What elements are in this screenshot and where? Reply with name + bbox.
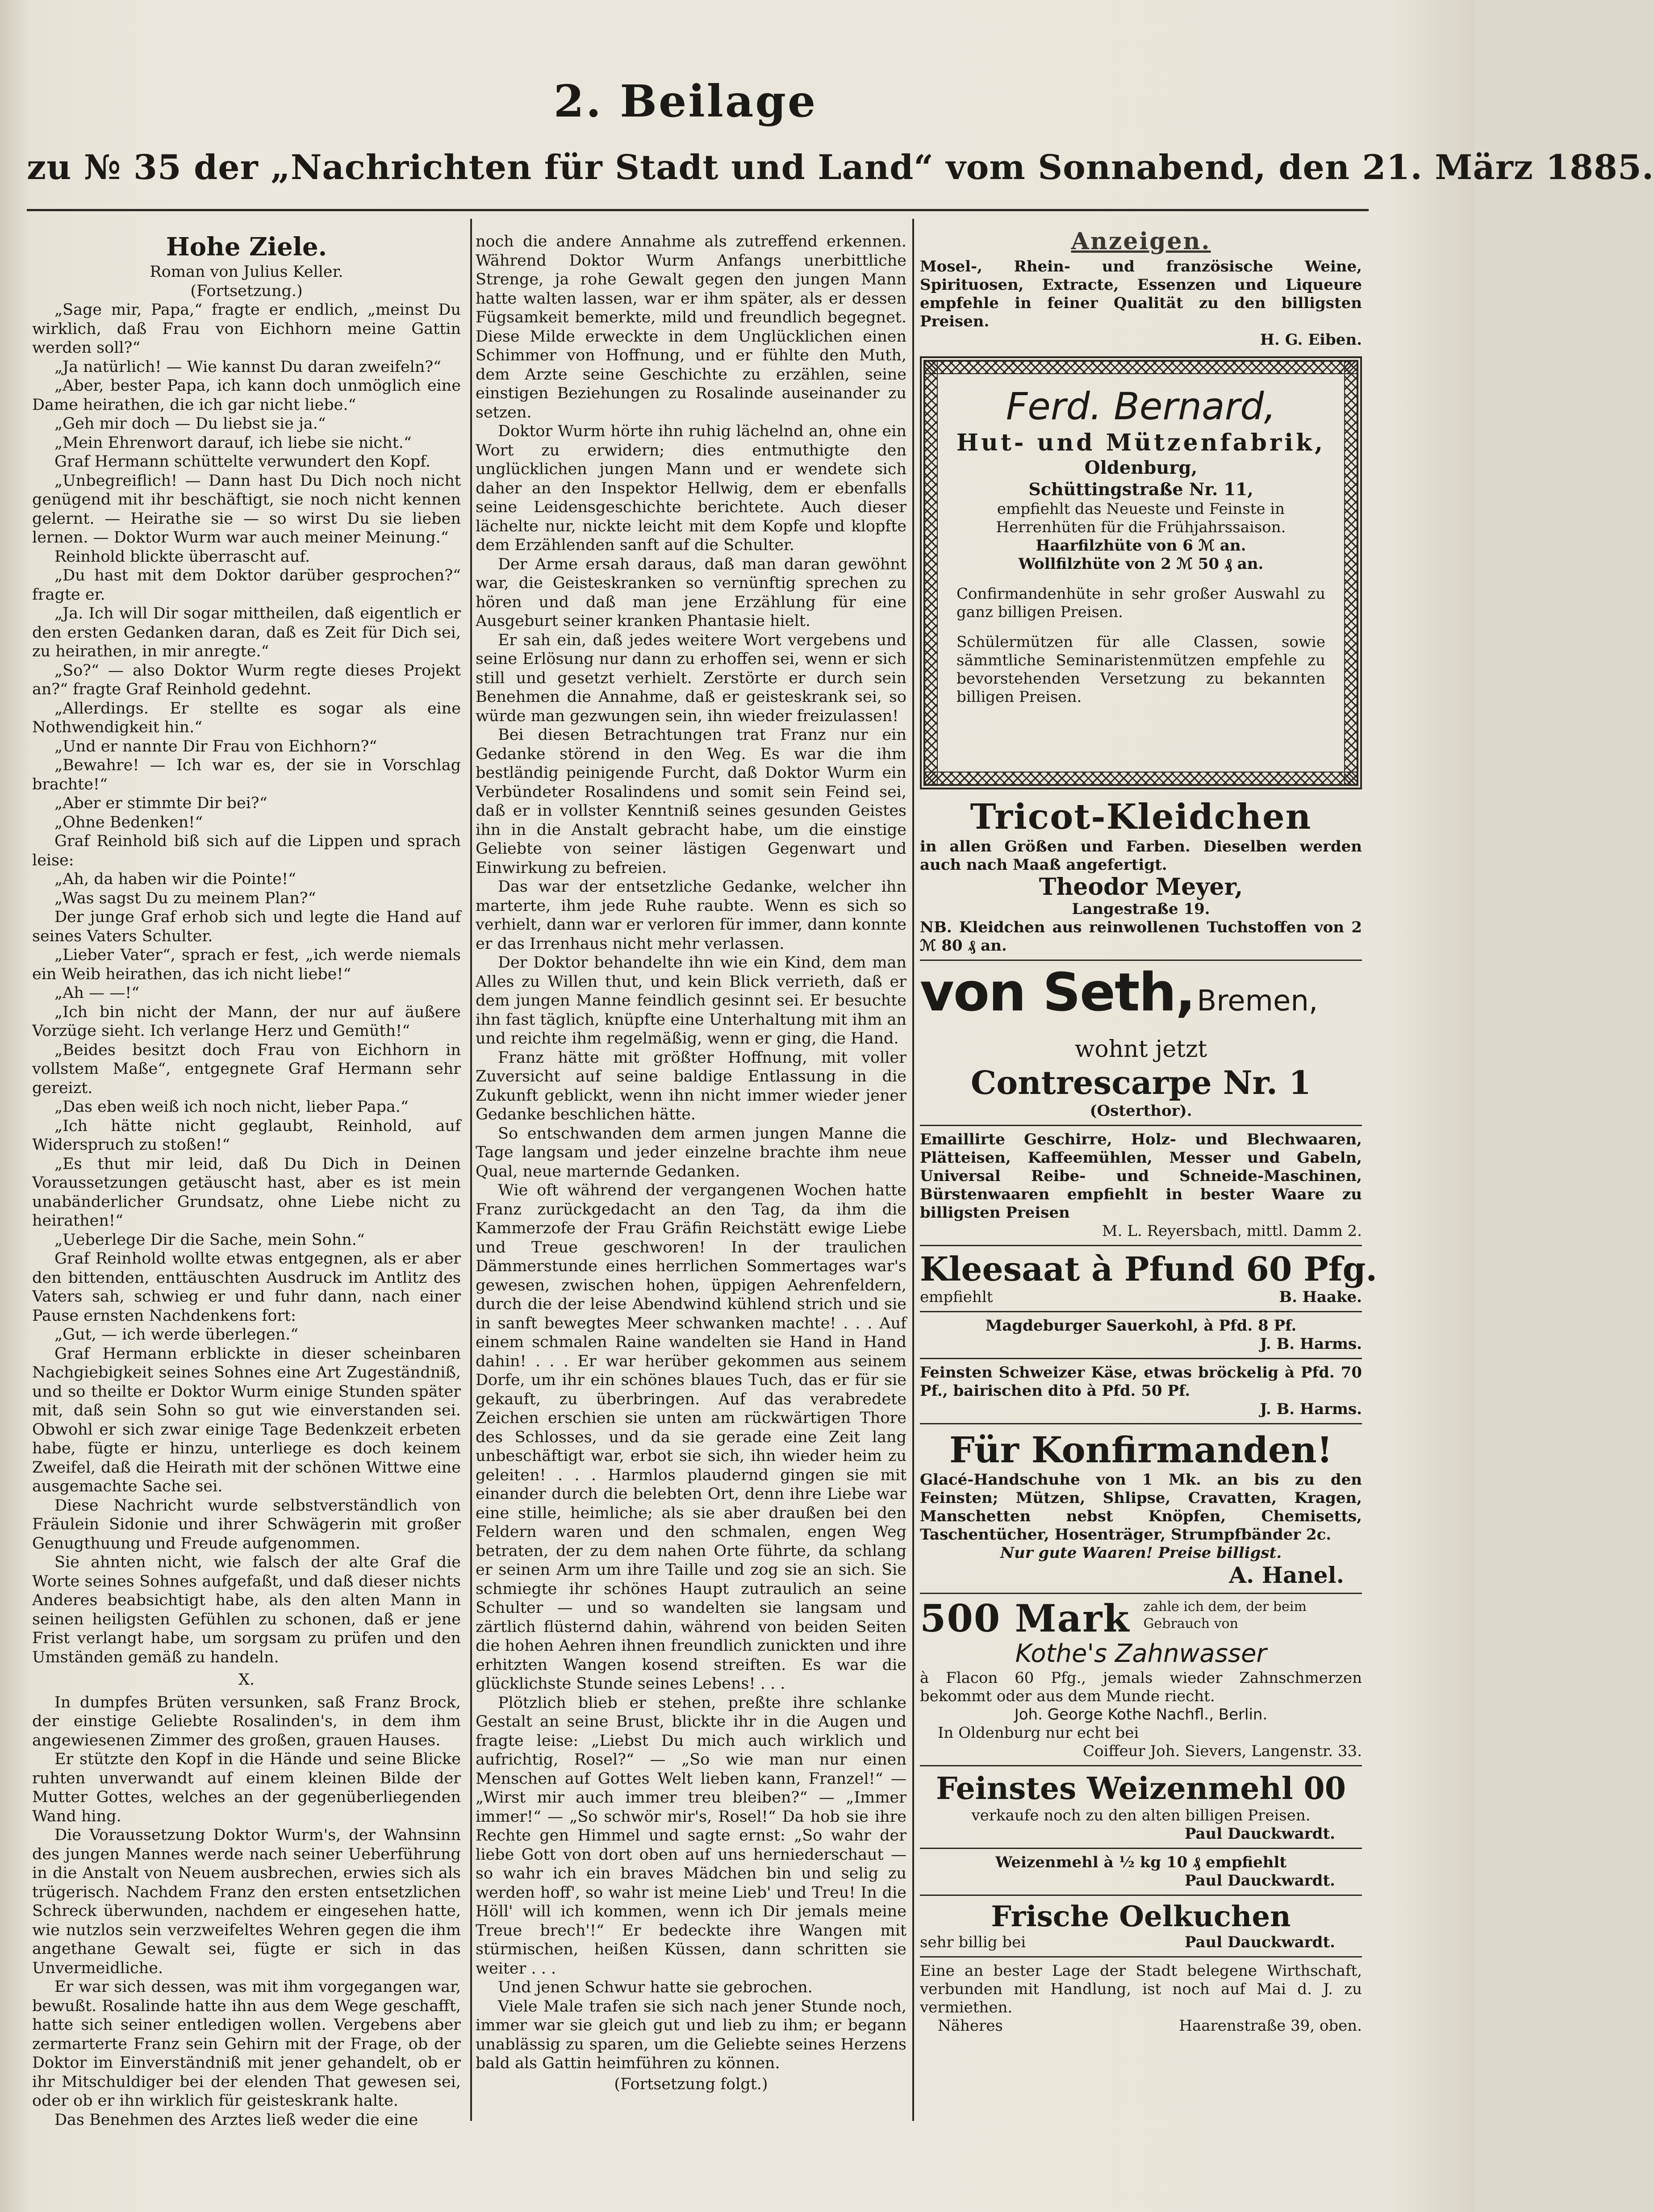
ad-tricot-text: in allen Größen und Farben. Dieselben werden auch nach Maaß angefertigt. (920, 838, 1362, 874)
ad-seth-l4: (Osterthor). (1090, 1102, 1192, 1120)
story-continued: (Fortsetzung.) (190, 282, 303, 300)
paragraph: „Ja. Ich will Dir sogar mittheilen, daß eigentlich er den ersten Gedanken daran, daß es Zeit für Dich sei, zu heirathen, in mir anregte.“ (32, 605, 461, 660)
ad-hanel-text: Glacé-Handschuhe von 1 Mk. an bis zu den Feinsten; Mützen, Shlipse, Cravatten, Kragen, Manschetten nebst Knöpfen, Chemisetts, Taschentücher, Hosenträger, Strumpfbänder 2c. (920, 1471, 1362, 1544)
ad-oelkuchen-footer (920, 1933, 1362, 1952)
ad-bernard (920, 356, 1362, 789)
ad-seth-l2: wohnt jetzt (1074, 1036, 1207, 1063)
ad-wirthschaft-text: Eine an bester Lage der Stadt belegene Wirthschaft, verbunden mit Handlung, ist noch auf Mai d. J. zu vermiethen. (920, 1962, 1362, 2016)
chapter-number: X. (238, 1671, 255, 1689)
ad-bernard-line2: Hut- und Mützenfabrik, (956, 429, 1326, 456)
ad-bernard-t4: Confirmandenhüte in sehr großer Auswahl zu ganz billigen Preisen. (956, 585, 1325, 621)
continued-notice: (Fortsetzung folgt.) (614, 2075, 768, 2093)
story-column-2 (476, 232, 906, 2094)
ad-bernard-name: Ferd. Bernard, (1006, 384, 1276, 428)
ad-bernard-street: Schüttingstraße Nr. 11, (1028, 479, 1253, 499)
ad-tricot-head: Tricot-Kleidchen (970, 797, 1312, 837)
ad-seth-name: von Seth, (920, 961, 1195, 1023)
ad-kothe-top (920, 1598, 1362, 1639)
paragraph: Der Arme ersah daraus, daß man daran gewöhnt war, die Geisteskranken so vernünftig sprechen zu hören und daß man jene Erzählung für eine Ausgeburt seiner kranken Phantasie hielt. (476, 555, 906, 630)
paragraph: „Ah, da haben wir die Pointe!“ (54, 870, 296, 888)
story-column-1 (32, 232, 461, 2129)
paragraph: „Aber, bester Papa, ich kann doch unmöglich eine Dame heirathen, die ich gar nicht liebe.“ (32, 377, 461, 414)
paragraph: Viele Male trafen sie sich nach jener Stunde noch, immer war sie gleich gut und lieb zu ihm; er begann unablässig zu sparen, um die Geliebte seines Herzens bald als Gattin heimführen zu können. (476, 1997, 906, 2072)
paragraph: „Das eben weiß ich noch nicht, lieber Papa.“ (54, 1098, 409, 1116)
ad-separator (920, 1125, 1362, 1126)
ad-kothe-text: à Flacon 60 Pfg., jemals wieder Zahnschmerzen bekommt oder aus dem Munde riecht. (920, 1669, 1362, 1705)
ad-reyersbach-name: M. L. Reyersbach, mittl. Damm 2. (1102, 1222, 1362, 1240)
paragraph: „Du hast mit dem Doktor darüber gesprochen?“ fragte er. (32, 567, 461, 604)
paragraph: Plötzlich blieb er stehen, preßte ihre schlanke Gestalt an seine Brust, blickte ihr in die Augen und fragte leise: „Liebst Du mich auch wirklich und aufrichtig, Rosel?“ — „So wie man nur einen Menschen auf Gottes Welt lieben kann, Franzel!“ — „Wirst mir auch immer treu bleiben?“ — „Immer immer!“ — „So schwör mir's, Rosel!“ Da hob sie ihre Rechte gen Himmel und sagte ernst: „So wahr der liebe Gott von dort oben auf uns herniederschaut — so wahr ich ein braves Mädchen bin und selig zu werden hoff', so wahr ist meine Lieb' und Treu! In die Höll' will ich kommen, wenn ich Dir jemals meine Treue brech'!“ Er bedeckte ihre Wangen mit stürmischen, heißen Küssen, dann schritten sie weiter . . . (476, 1694, 906, 1978)
paragraph: Graf Hermann erblickte in dieser scheinbaren Nachgiebigkeit seines Sohnes eine Art Zugeständniß, und so theilte er Doktor Wurm einige Stunden später mit, daß sein Sohn so gut wie einverstanden sei. Obwohl er sich zwar einige Tage Bedenkzeit erbeten habe, fügte er hinzu, unterliege es doch keinem Zweifel, daß die Heirath mit der schönen Wittwe eine ausgemachte Sache sei. (32, 1344, 461, 1495)
paragraph: „Sage mir, Papa,“ fragte er endlich, „meinst Du wirklich, daß Frau von Eichhorn meine Gattin werden soll?“ (32, 301, 461, 357)
paragraph: „Unbegreiflich! — Dann hast Du Dich noch nicht genügend mit ihr beschäftigt, sie noch nicht kennen gelernt. — Heirathe sie — so wirst Du sie lieben lernen. — Doktor Wurm war auch meiner Meinung.“ (32, 472, 461, 547)
paragraph: „So?“ — also Doktor Wurm regte dieses Projekt an?“ fragte Graf Reinhold gedehnt. (32, 661, 461, 698)
paragraph: Bei diesen Betrachtungen trat Franz nur ein Gedanke störend in den Weg. Es war die ihm bestländig peinigende Furcht, daß Doktor Wurm ein Verbündeter Rosalindens und somit sein Feind sei, daß er in vollster Kenntniß seines gesunden Geistes ihn in die Anstalt gebracht habe, um die einstige Geliebte von seiner lästigen Gegenwart und Einwirkung zu befreien. (476, 726, 906, 877)
ad-kleesaat-footer (920, 1288, 1362, 1306)
paragraph: Doktor Wurm hörte ihn ruhig lächelnd an, ohne ein Wort zu erwidern; dies entmuthigte den unglücklichen jungen Mann und er wendete sich daher an den Inspektor Hellwig, dem er ebenfalls seine Leidensgeschichte berichtete. Auch dieser lächelte nur, nickte leicht mit dem Kopfe und klopfte dem Erzählenden sanft auf die Schulter. (476, 422, 906, 554)
paragraph: Die Voraussetzung Doktor Wurm's, der Wahnsinn des jungen Mannes werde nach seiner Ueberführung in die Anstalt von Neuem ausbrechen, erwies sich als trügerisch. Nachdem Franz den ersten entsetzlichen Schreck überwunden, nachdem er eingesehen hatte, wie nutzlos sein verzweifeltes Wehren gegen die ihm angethane Gewalt sei, fügte er sich in das Unvermeidliche. (32, 1826, 461, 1977)
paragraph: „Lieber Vater“, sprach er fest, „ich werde niemals ein Weib heirathen, das ich nicht liebe!“ (32, 946, 461, 983)
paragraph: In dumpfes Brüten versunken, saß Franz Brock, der einstige Geliebte Rosalinden's, in dem ihm angewiesenen Zimmer des großen, grauen Hauses. (32, 1693, 461, 1749)
ornamental-border (925, 772, 1357, 784)
ad-harms1-name: J. B. Harms. (1260, 1335, 1362, 1353)
ad-hanel-slogan: Nur gute Waaren! Preise billigst. (1000, 1544, 1282, 1562)
ad-oelkuchen-text: sehr billig bei (920, 1933, 1026, 1951)
ad-seth (920, 961, 1362, 1035)
paragraph: noch die andere Annahme als zutreffend erkennen. Während Doktor Wurm Anfangs unerbittliche Strenge, ja rohe Gewalt gegen den jungen Mann hatte walten lassen, war er ihm später, als er dessen Fügsamkeit bemerkte, mild und freundlich begegnet. Diese Milde erweckte in dem Unglücklichen einen Schimmer von Hoffnung, und er fühlte den Muth, dem Arzte seine Geschichte zu erzählen, seine einstigen Beziehungen zu Rosalinde auseinander zu setzen. (476, 233, 906, 422)
paragraph: „Mein Ehrenwort darauf, ich liebe sie nicht.“ (54, 434, 412, 452)
story-title: Hohe Ziele. (166, 232, 327, 262)
ad-eiben-text: Mosel-, Rhein- und französische Weine, Spirituosen, Extracte, Essenzen und Liqueure empfehle in feiner Qualität zu den billigsten Preisen. (920, 258, 1362, 330)
paragraph: Er stützte den Kopf in die Hände und seine Blicke ruhten unverwandt auf einem kleinen Bilde der Mutter Gottes, welches an der gegenüberliegenden Wand hing. (32, 1750, 461, 1825)
paragraph: Der Doktor behandelte ihn wie ein Kind, dem man Alles zu Willen thut, und kein Blick verrieth, daß er dem jungen Manne feindlich gesinnt sei. Er besuchte ihn fast täglich, knüpfte eine Unterhaltung mit ihm an und reichte ihm regelmäßig, wenn er ging, die Hand. (476, 954, 906, 1048)
ad-oelkuchen-name: Paul Dauckwardt. (1184, 1933, 1335, 1951)
supplement-subtitle: zu № 35 der „Nachrichten für Stadt und Land“ vom Sonnabend, den 21. März 1885. (27, 147, 1654, 187)
paragraph: „Ich bin nicht der Mann, der nur auf äußere Vorzüge sieht. Ich verlange Herz und Gemüth!“ (32, 1003, 461, 1040)
ad-wirthschaft-right: Haarenstraße 39, oben. (1179, 2017, 1362, 2035)
paragraph: Und jenen Schwur hatte sie gebrochen. (498, 1978, 813, 1996)
paragraph: So entschwanden dem armen jungen Manne die Tage langsam und jeder einzelne brachte ihm neue Qual, neue marternde Gedanken. (476, 1124, 906, 1181)
column-divider (470, 219, 472, 2121)
ad-hanel-head: Für Konfirmanden! (949, 1429, 1332, 1471)
ad-bernard-t2: Haarfilzhüte von 6 ℳ an. (1036, 537, 1246, 555)
paragraph: „Ja natürlich! — Wie kannst Du daran zweifeln?“ (54, 358, 442, 376)
ad-separator (920, 1358, 1362, 1359)
paragraph: „Gut, — ich werde überlegen.“ (54, 1326, 299, 1344)
paragraph: „Und er nannte Dir Frau von Eichhorn?“ (54, 737, 377, 755)
ad-weizen2-name: Paul Dauckwardt. (1184, 1872, 1335, 1890)
ad-separator (920, 1593, 1362, 1594)
ornamental-border (1344, 362, 1357, 784)
paragraph: „Ah — —!“ (54, 984, 140, 1002)
ad-separator (920, 960, 1362, 961)
story-byline: Roman von Julius Keller. (150, 263, 343, 281)
paragraph: „Ohne Bedenken!“ (54, 813, 203, 831)
ad-wirthschaft-left: Näheres (938, 2017, 1003, 2035)
paragraph: „Geh mir doch — Du liebst sie ja.“ (54, 415, 326, 433)
paragraph: „Allerdings. Er stellte es sogar als eine Nothwendigkeit hin.“ (32, 699, 461, 736)
ad-bernard-t1: empfiehlt das Neueste und Feinste in Herrenhüten für die Frühjahrssaison. (996, 500, 1286, 536)
paragraph: Das war der entsetzliche Gedanke, welcher ihn marterte, ihm jede Ruhe raubte. Wenn es sich so verhielt, dann war er verloren für immer, dann konnte er das Irrenhaus nicht mehr verlassen. (476, 878, 906, 953)
ad-kleesaat-head: Kleesaat à Pfund 60 Pfg. (920, 1250, 1378, 1289)
ad-bernard-t5: Schülermützen für alle Classen, sowie sämmtliche Seminaristenmützen empfehle zu bevorstehenden Versetzung zu bekannten billigen Preisen. (956, 633, 1325, 706)
column-divider (912, 219, 914, 2121)
paragraph: Graf Reinhold wollte etwas entgegnen, als er aber den bittenden, enttäuschten Ausdruck im Antlitz des Vaters sah, schwieg er und fuhr dann, nach einer Pause ernsten Nachdenkens fort: (32, 1250, 461, 1325)
ad-tricot-nb: NB. Kleidchen aus reinwollenen Tuchstoffen von 2 ℳ 80 ₰ an. (920, 918, 1362, 955)
ad-weizen-head: Feinstes Weizenmehl 00 (936, 1771, 1346, 1807)
paragraph: „Es thut mir leid, daß Du Dich in Deinen Voraussetzungen getäuscht hast, aber es ist mein unabänderlicher Grundsatz, ohne Liebe nicht zu heirathen!“ (32, 1155, 461, 1230)
ad-kothe-product: Kothe's Zahnwasser (1015, 1639, 1267, 1668)
ad-separator (920, 1956, 1362, 1957)
ad-harms1-text: Magdeburger Sauerkohl, à Pfd. 8 Pf. (985, 1317, 1297, 1335)
paragraph: Reinhold blickte überrascht auf. (54, 547, 310, 566)
ad-separator (920, 1311, 1362, 1312)
ad-kleesaat-sub: empfiehlt (920, 1288, 993, 1306)
ad-separator (920, 1765, 1362, 1766)
ad-separator (920, 1245, 1362, 1246)
ad-weizen-name: Paul Dauckwardt. (1184, 1825, 1335, 1843)
ad-harms2-name: J. B. Harms. (1260, 1400, 1362, 1418)
ad-seth-city: Bremen, (1197, 985, 1318, 1018)
ornamental-border (925, 362, 1357, 374)
header-rule (27, 209, 1369, 211)
ad-weizen-text: verkaufe noch zu den alten billigen Preisen. (971, 1807, 1311, 1824)
paragraph: Das Benehmen des Arztes ließ weder die eine (54, 2111, 418, 2129)
ads-heading: Anzeigen. (1071, 228, 1211, 255)
ad-kothe-side: zahle ich dem, der beim Gebrauch von (1143, 1599, 1307, 1632)
ornamental-border (925, 362, 938, 784)
paragraph: „Aber er stimmte Dir bei?“ (54, 794, 267, 812)
paragraph: „Bewahre! — Ich war es, der sie in Vorschlag brachte!“ (32, 756, 461, 793)
paragraph: Sie ahnten nicht, wie falsch der alte Graf die Worte seines Sohnes aufgefaßt, und daß dieser nichts Anderes beabsichtigt habe, als den alten Mann in seinen heiligsten Gefühlen zu schonen, daß er jene Frist verlangt habe, um sorgsam zu prüfen und den Umständen gemäß zu handeln. (32, 1553, 461, 1666)
ad-kothe-agent: In Oldenburg nur echt bei (938, 1724, 1139, 1742)
ad-bernard-city: Oldenburg, (1084, 457, 1198, 478)
ad-separator (920, 1895, 1362, 1896)
ads-column (920, 228, 1378, 2035)
paragraph: Er sah ein, daß jedes weitere Wort vergebens und seine Erlösung nur dann zu erhoffen sei, wenn er sich still und gesetzt verhielt. Zerstörte er durch sein Benehmen die Annahme, daß er geisteskrank sei, so würde man gezwungen sein, ihn wieder freizulassen! (476, 631, 906, 725)
ad-kothe-agent2: Coiffeur Joh. Sievers, Langenstr. 33. (1083, 1742, 1362, 1760)
ad-hanel-name: A. Hanel. (1229, 1562, 1344, 1588)
ad-kothe-head: 500 Mark (920, 1596, 1130, 1640)
ad-kleesaat-name: B. Haake. (1279, 1288, 1362, 1306)
supplement-title: 2. Beilage (553, 76, 818, 127)
ad-seth-l3: Contrescarpe Nr. 1 (970, 1064, 1312, 1102)
paragraph: Wie oft während der vergangenen Wochen hatte Franz zurückgedacht an den Tag, da ihm die Kammerzofe der Frau Gräfin Reichstätt ewige Liebe und Treue geschworen! In der traulichen Dämmerstunde eines herrlichen Sommertages war's gewesen, zwischen hohen, üppigen Aehrenfeldern, durch die der leise Abendwind kühlend strich und sie in sanft bewegtes Meer schwanken machte! . . . Auf einem schmalen Raine wandelten sie Hand in Hand dahin! . . . Er war herüber gekommen aus seinem Dorfe, um ihr ein schönes blaues Tuch, das er für sie gekauft, zu überbringen. Auf das verabredete Zeichen erschien sie unten am rückwärtigen Thore des Schlosses, und da sie gerade eine Zeit lang unbeschäftigt war, erbot sie sich, ihn wieder heim zu geleiten! . . . Harmlos plaudernd gingen sie mit einander durch die belebten Ort, denn ihre Liebe war eine stille, heimliche; als sie aber draußen bei den Feldern waren und den schmalen, engen Weg betraten, der zu dem nahen Orte führte, da schlang er seinen Arm um ihre Taille und zog sie an sich. Sie schmiegte ihr schönes Haupt zutraulich an seine Schulter — und so wandelten sie langsam und zärtlich flüsternd dahin, während von beiden Seiten die hohen Aehren ihnen freundlich zunickten und ihre erhitzten Wangen kosend streiften. Es war die glücklichste Stunde seines Lebens! . . . (476, 1181, 906, 1693)
ad-eiben-name: H. G. Eiben. (1260, 331, 1362, 349)
ad-weizen2-text: Weizenmehl à ½ kg 10 ₰ empfiehlt (995, 1853, 1287, 1871)
paragraph: Diese Nachricht wurde selbstverständlich von Fräulein Sidonie und ihrer Schwägerin mit großer Genugthuung und Freude aufgenommen. (32, 1496, 461, 1553)
ad-separator (920, 1423, 1362, 1424)
paragraph: Graf Hermann schüttelte verwundert den Kopf. (54, 453, 431, 471)
ad-wirthschaft-footer (920, 2017, 1362, 2035)
ad-bernard-t3: Wollfilzhüte von 2 ℳ 50 ₰ an. (1018, 555, 1264, 573)
paragraph: Franz hätte mit größter Hoffnung, mit voller Zuversicht auf seine baldige Entlassung in die Zukunft geblickt, wenn ihn nicht immer wieder jener Gedanke beschlichen hätte. (476, 1048, 906, 1123)
paragraph: „Ueberlege Dir die Sache, mein Sohn.“ (54, 1231, 365, 1249)
ad-harms2-text: Feinsten Schweizer Käse, etwas bröckelig à Pfd. 70 Pf., bairischen dito à Pfd. 50 Pf. (920, 1364, 1362, 1400)
paragraph: Er war sich dessen, was mit ihm vorgegangen war, bewußt. Rosalinde hatte ihn aus dem Wege geschafft, hatte sich seiner entledigen wollen. Vergebens aber zermarterte Franz sein Gehirn mit der Frage, ob der Doktor im Einverständniß mit jener gehandelt, ob er ihr Mitschuldiger bei der elenden That gewesen sei, oder ob er ihn wirklich für geisteskrank halte. (32, 1978, 461, 2110)
paragraph: „Beides besitzt doch Frau von Eichhorn in vollstem Maße“, entgegnete Graf Hermann sehr gereizt. (32, 1041, 461, 1097)
ad-tricot-street: Langestraße 19. (1072, 900, 1210, 918)
ad-eiben (920, 258, 1362, 349)
paragraph: „Ich hätte nicht geglaubt, Reinhold, auf Widerspruch zu stoßen!“ (32, 1117, 461, 1154)
paragraph: „Was sagst Du zu meinem Plan?“ (54, 889, 316, 907)
ad-tricot-name: Theodor Meyer, (1039, 873, 1243, 901)
ad-separator (920, 1848, 1362, 1849)
ad-oelkuchen-head: Frische Oelkuchen (991, 1900, 1291, 1933)
ad-kothe-company: Joh. George Kothe Nachfl., Berlin. (1014, 1706, 1268, 1724)
ad-reyersbach-text: Emaillirte Geschirre, Holz- und Blechwaaren, Plätteisen, Kaffeemühlen, Messer und Gabeln, Universal Reibe- und Schneide-Maschinen, Bürstenwaaren empfiehlt in bester Waare zu billigsten Preisen (920, 1131, 1362, 1222)
paragraph: Der junge Graf erhob sich und legte die Hand auf seines Vaters Schulter. (32, 908, 461, 945)
paragraph: Graf Reinhold biß sich auf die Lippen und sprach leise: (32, 832, 461, 869)
